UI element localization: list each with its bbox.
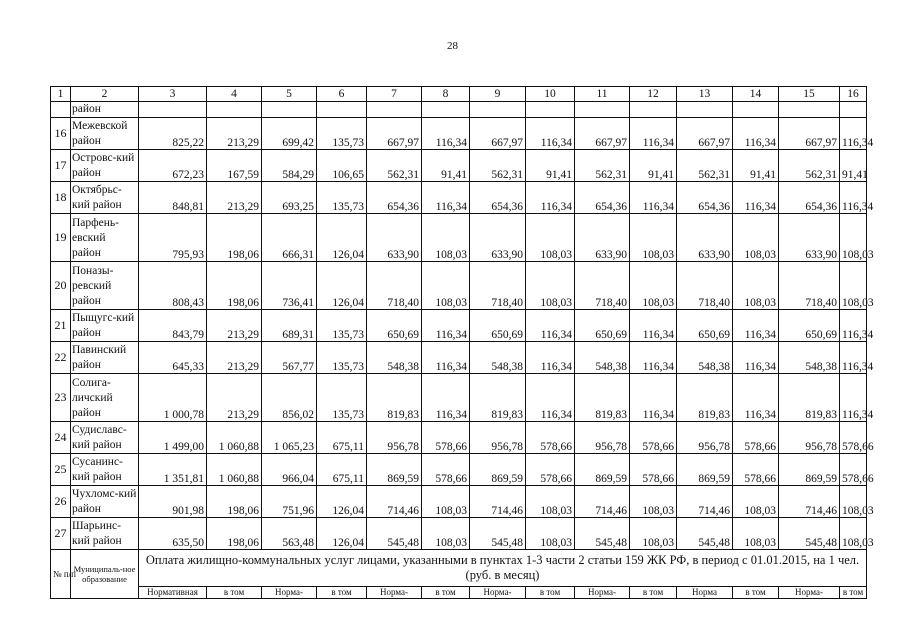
- table-cell: 545,48: [779, 518, 840, 550]
- table-cell: 666,31: [262, 214, 317, 262]
- table-cell: 751,96: [262, 486, 317, 518]
- header-title: Оплата жилищно-коммунальных услуг лицами, указанными в пунктах 1-3 части 2 статьи 159 ЖК РФ, в период с 01.01.2015, на 1 чел. (руб. в месяц): [139, 550, 867, 587]
- table-cell: 213,29: [207, 310, 262, 342]
- subheader-cell: Норма-: [367, 587, 422, 599]
- continuation-row: [51, 102, 867, 118]
- table-cell: 736,41: [262, 262, 317, 310]
- table-cell: 650,69: [575, 310, 630, 342]
- municipality-name: Октябрьс-кий район: [71, 182, 139, 214]
- table-cell: 108,03: [422, 486, 470, 518]
- table-cell: 126,04: [317, 214, 367, 262]
- table-cell: 869,59: [575, 454, 630, 486]
- header-municipality: Муниципаль-ное образование: [71, 550, 139, 599]
- table-cell: 633,90: [575, 214, 630, 262]
- subheader-row: [51, 587, 867, 599]
- table-cell: 135,73: [317, 374, 367, 422]
- table-cell: 718,40: [779, 262, 840, 310]
- table-cell: 213,29: [207, 118, 262, 150]
- table-cell: 116,34: [733, 310, 779, 342]
- table-cell: 545,48: [367, 518, 422, 550]
- table-cell: 562,31: [367, 150, 422, 182]
- table-cell: 116,34: [630, 118, 677, 150]
- table-cell: 667,97: [779, 118, 840, 150]
- table-cell: 116,34: [422, 310, 470, 342]
- table-cell: 116,34: [422, 374, 470, 422]
- table-cell: 675,11: [317, 454, 367, 486]
- table-cell: 869,59: [470, 454, 526, 486]
- table-cell: 108,03: [630, 262, 677, 310]
- column-number: 6: [317, 87, 367, 102]
- table-cell: 578,66: [630, 454, 677, 486]
- municipality-name: Чухломс-кий район: [71, 486, 139, 518]
- row-index: 21: [51, 310, 71, 342]
- table-cell: 108,03: [733, 486, 779, 518]
- table-row: [51, 262, 867, 310]
- table-cell: 116,34: [526, 342, 575, 374]
- table-cell: 667,97: [367, 118, 422, 150]
- column-number: 9: [470, 87, 526, 102]
- table-cell: 545,48: [470, 518, 526, 550]
- table-row: [51, 486, 867, 518]
- table-cell: 126,04: [317, 518, 367, 550]
- table-cell: 633,90: [470, 214, 526, 262]
- header-index: № п/п: [51, 550, 71, 599]
- table-cell: 108,03: [526, 262, 575, 310]
- subheader-cell: Норма-: [262, 587, 317, 599]
- table-cell: 562,31: [677, 150, 733, 182]
- table-cell: 108,03: [630, 486, 677, 518]
- table-cell: 578,66: [630, 422, 677, 454]
- table-cell: 819,83: [779, 374, 840, 422]
- table-cell: 548,38: [779, 342, 840, 374]
- table-cell: 819,83: [367, 374, 422, 422]
- table-row: [51, 150, 867, 182]
- table-cell: 843,79: [139, 310, 207, 342]
- table-cell: 563,48: [262, 518, 317, 550]
- table-cell: 578,66: [422, 454, 470, 486]
- table-cell: 956,78: [470, 422, 526, 454]
- table-cell: 108,03: [840, 214, 867, 262]
- row-index: 19: [51, 214, 71, 262]
- table-cell: 718,40: [677, 262, 733, 310]
- table-cell: 672,23: [139, 150, 207, 182]
- table-cell: 714,46: [367, 486, 422, 518]
- column-number: 1: [51, 87, 71, 102]
- table-cell: 1 060,88: [207, 422, 262, 454]
- table-cell: 650,69: [677, 310, 733, 342]
- table-cell: 699,42: [262, 118, 317, 150]
- table-cell: 108,03: [733, 518, 779, 550]
- table-cell: 956,78: [367, 422, 422, 454]
- subheader-cell: в том: [630, 587, 677, 599]
- table-cell: 650,69: [779, 310, 840, 342]
- table-cell: 91,41: [422, 150, 470, 182]
- table-cell: 1 065,23: [262, 422, 317, 454]
- row-index: 26: [51, 486, 71, 518]
- table-cell: 108,03: [840, 518, 867, 550]
- row-index: 23: [51, 374, 71, 422]
- table-row: [51, 182, 867, 214]
- table-cell: 654,36: [677, 182, 733, 214]
- table-cell: 869,59: [779, 454, 840, 486]
- subheader-cell: Норма: [677, 587, 733, 599]
- table-cell: 633,90: [677, 214, 733, 262]
- table-cell: 126,04: [317, 262, 367, 310]
- table-cell: 714,46: [575, 486, 630, 518]
- table-cell: 718,40: [367, 262, 422, 310]
- table-cell: 693,25: [262, 182, 317, 214]
- table-cell: 578,66: [733, 422, 779, 454]
- table-cell: 91,41: [630, 150, 677, 182]
- column-number: 16: [840, 87, 867, 102]
- table-cell: 116,34: [733, 342, 779, 374]
- table-cell: 1 060,88: [207, 454, 262, 486]
- column-number: 8: [422, 87, 470, 102]
- tariff-table: [50, 86, 874, 599]
- table-cell: 635,50: [139, 518, 207, 550]
- municipality-name: Парфень-евский район: [71, 214, 139, 262]
- table-cell: 108,03: [630, 518, 677, 550]
- table-cell: 135,73: [317, 310, 367, 342]
- subheader-cell: в том: [526, 587, 575, 599]
- table-cell: 654,36: [367, 182, 422, 214]
- table-cell: 108,03: [840, 262, 867, 310]
- table-cell: 567,77: [262, 342, 317, 374]
- table-cell: 819,83: [575, 374, 630, 422]
- table-row: [51, 518, 867, 550]
- municipality-name: Судиславс-кий район: [71, 422, 139, 454]
- table-cell: 116,34: [526, 310, 575, 342]
- table-cell: 633,90: [779, 214, 840, 262]
- subheader-cell: в том: [317, 587, 367, 599]
- table-cell: 808,43: [139, 262, 207, 310]
- table-cell: 116,34: [526, 182, 575, 214]
- table-row: [51, 214, 867, 262]
- table-row: [51, 374, 867, 422]
- table-cell: 562,31: [575, 150, 630, 182]
- table-cell: 116,34: [526, 374, 575, 422]
- table-cell: 116,34: [733, 182, 779, 214]
- column-number: 12: [630, 87, 677, 102]
- page-number: 28: [447, 40, 458, 52]
- table-cell: 108,03: [526, 518, 575, 550]
- municipality-name: Солига-личский район: [71, 374, 139, 422]
- municipality-name: Межевской район: [71, 118, 139, 150]
- continuation-idx: [51, 102, 71, 118]
- table-cell: 1 351,81: [139, 454, 207, 486]
- table-cell: 91,41: [733, 150, 779, 182]
- table-cell: 116,34: [840, 310, 867, 342]
- table-cell: 545,48: [677, 518, 733, 550]
- table-cell: 562,31: [779, 150, 840, 182]
- table-cell: 116,34: [840, 182, 867, 214]
- table-cell: 578,66: [733, 454, 779, 486]
- repeated-header-row: [51, 550, 867, 587]
- table-cell: 956,78: [779, 422, 840, 454]
- table-cell: 667,97: [575, 118, 630, 150]
- table-cell: 116,34: [840, 342, 867, 374]
- table-cell: 548,38: [677, 342, 733, 374]
- table-cell: 825,22: [139, 118, 207, 150]
- table-cell: 869,59: [367, 454, 422, 486]
- table-row: [51, 310, 867, 342]
- table-cell: 108,03: [733, 262, 779, 310]
- table-cell: 650,69: [367, 310, 422, 342]
- table-cell: 654,36: [470, 182, 526, 214]
- table-cell: 654,36: [779, 182, 840, 214]
- table-cell: 116,34: [630, 310, 677, 342]
- municipality-name: Поназы-ревский район: [71, 262, 139, 310]
- table-cell: 108,03: [526, 486, 575, 518]
- table-cell: 135,73: [317, 342, 367, 374]
- table-cell: 578,66: [840, 422, 867, 454]
- table-cell: 714,46: [779, 486, 840, 518]
- table-cell: 650,69: [470, 310, 526, 342]
- municipality-name: Пыщугс-кий район: [71, 310, 139, 342]
- subheader-cell: Нормативная: [139, 587, 207, 599]
- table-cell: 108,03: [840, 486, 867, 518]
- table-cell: 135,73: [317, 118, 367, 150]
- table-cell: 116,34: [733, 374, 779, 422]
- table-cell: 578,66: [840, 454, 867, 486]
- table-row: [51, 342, 867, 374]
- table-cell: 116,34: [526, 118, 575, 150]
- continuation-name: район: [71, 102, 139, 118]
- table-cell: 584,29: [262, 150, 317, 182]
- column-number: 2: [71, 87, 139, 102]
- table-cell: 548,38: [367, 342, 422, 374]
- row-index: 16: [51, 118, 71, 150]
- column-number: 4: [207, 87, 262, 102]
- table-cell: 108,03: [630, 214, 677, 262]
- table-cell: 633,90: [367, 214, 422, 262]
- table-cell: 116,34: [840, 374, 867, 422]
- table-cell: 689,31: [262, 310, 317, 342]
- column-number: 7: [367, 87, 422, 102]
- table-row: [51, 118, 867, 150]
- table-cell: 135,73: [317, 182, 367, 214]
- table-cell: 108,03: [422, 262, 470, 310]
- column-number: 15: [779, 87, 840, 102]
- table-cell: 718,40: [470, 262, 526, 310]
- table-cell: 545,48: [575, 518, 630, 550]
- table-cell: 91,41: [526, 150, 575, 182]
- subheader-cell: Норма-: [779, 587, 840, 599]
- subheader-cell: Норма-: [470, 587, 526, 599]
- row-index: 20: [51, 262, 71, 310]
- subheader-cell: в том: [422, 587, 470, 599]
- table-cell: 167,59: [207, 150, 262, 182]
- table-cell: 116,34: [422, 182, 470, 214]
- column-number: 13: [677, 87, 733, 102]
- table-cell: 548,38: [470, 342, 526, 374]
- municipality-name: Шарьинс-кий район: [71, 518, 139, 550]
- row-index: 22: [51, 342, 71, 374]
- table-cell: 956,78: [677, 422, 733, 454]
- row-index: 27: [51, 518, 71, 550]
- municipality-name: Павинский район: [71, 342, 139, 374]
- table-cell: 108,03: [526, 214, 575, 262]
- subheader-cell: в том: [733, 587, 779, 599]
- column-number: 5: [262, 87, 317, 102]
- subheader-cell: Норма-: [575, 587, 630, 599]
- municipality-name: Сусанинс-кий район: [71, 454, 139, 486]
- table-cell: 856,02: [262, 374, 317, 422]
- table-cell: 116,34: [630, 182, 677, 214]
- municipality-name: Островс-кий район: [71, 150, 139, 182]
- table-cell: 108,03: [422, 214, 470, 262]
- table-cell: 213,29: [207, 182, 262, 214]
- table-cell: 714,46: [677, 486, 733, 518]
- table-cell: 108,03: [733, 214, 779, 262]
- column-number: 14: [733, 87, 779, 102]
- table-cell: 578,66: [422, 422, 470, 454]
- table-cell: 548,38: [575, 342, 630, 374]
- table-cell: 956,78: [575, 422, 630, 454]
- table-cell: 198,06: [207, 214, 262, 262]
- column-number: 11: [575, 87, 630, 102]
- table-cell: 869,59: [677, 454, 733, 486]
- table-cell: 198,06: [207, 518, 262, 550]
- table-cell: 1 000,78: [139, 374, 207, 422]
- table-cell: 654,36: [575, 182, 630, 214]
- table-cell: 213,29: [207, 342, 262, 374]
- table-cell: 108,03: [422, 518, 470, 550]
- table-cell: 848,81: [139, 182, 207, 214]
- table-cell: 116,34: [630, 342, 677, 374]
- row-index: 17: [51, 150, 71, 182]
- table-cell: 126,04: [317, 486, 367, 518]
- table-cell: 966,04: [262, 454, 317, 486]
- table-cell: 198,06: [207, 262, 262, 310]
- table-cell: 578,66: [526, 454, 575, 486]
- table-row: [51, 454, 867, 486]
- table-cell: 667,97: [677, 118, 733, 150]
- table-cell: 116,34: [840, 118, 867, 150]
- subheader-cell: в том: [207, 587, 262, 599]
- table-cell: 819,83: [677, 374, 733, 422]
- table-cell: 562,31: [470, 150, 526, 182]
- table-cell: 714,46: [470, 486, 526, 518]
- table-row: [51, 422, 867, 454]
- table-cell: 91,41: [840, 150, 867, 182]
- table-cell: 106,65: [317, 150, 367, 182]
- table-cell: 1 499,00: [139, 422, 207, 454]
- column-number: 10: [526, 87, 575, 102]
- table-cell: 718,40: [575, 262, 630, 310]
- table-cell: 795,93: [139, 214, 207, 262]
- table-cell: 667,97: [470, 118, 526, 150]
- table-cell: 578,66: [526, 422, 575, 454]
- subheader-cell: в том: [840, 587, 867, 599]
- table-cell: 213,29: [207, 374, 262, 422]
- row-index: 24: [51, 422, 71, 454]
- table-cell: 116,34: [630, 374, 677, 422]
- table-cell: 116,34: [422, 342, 470, 374]
- table-cell: 675,11: [317, 422, 367, 454]
- row-index: 25: [51, 454, 71, 486]
- table-cell: 645,33: [139, 342, 207, 374]
- column-number: 3: [139, 87, 207, 102]
- table-cell: 819,83: [470, 374, 526, 422]
- table-cell: 116,34: [422, 118, 470, 150]
- column-numbers-row: [51, 87, 867, 102]
- row-index: 18: [51, 182, 71, 214]
- table-cell: 901,98: [139, 486, 207, 518]
- table-cell: 116,34: [733, 118, 779, 150]
- table-cell: 198,06: [207, 486, 262, 518]
